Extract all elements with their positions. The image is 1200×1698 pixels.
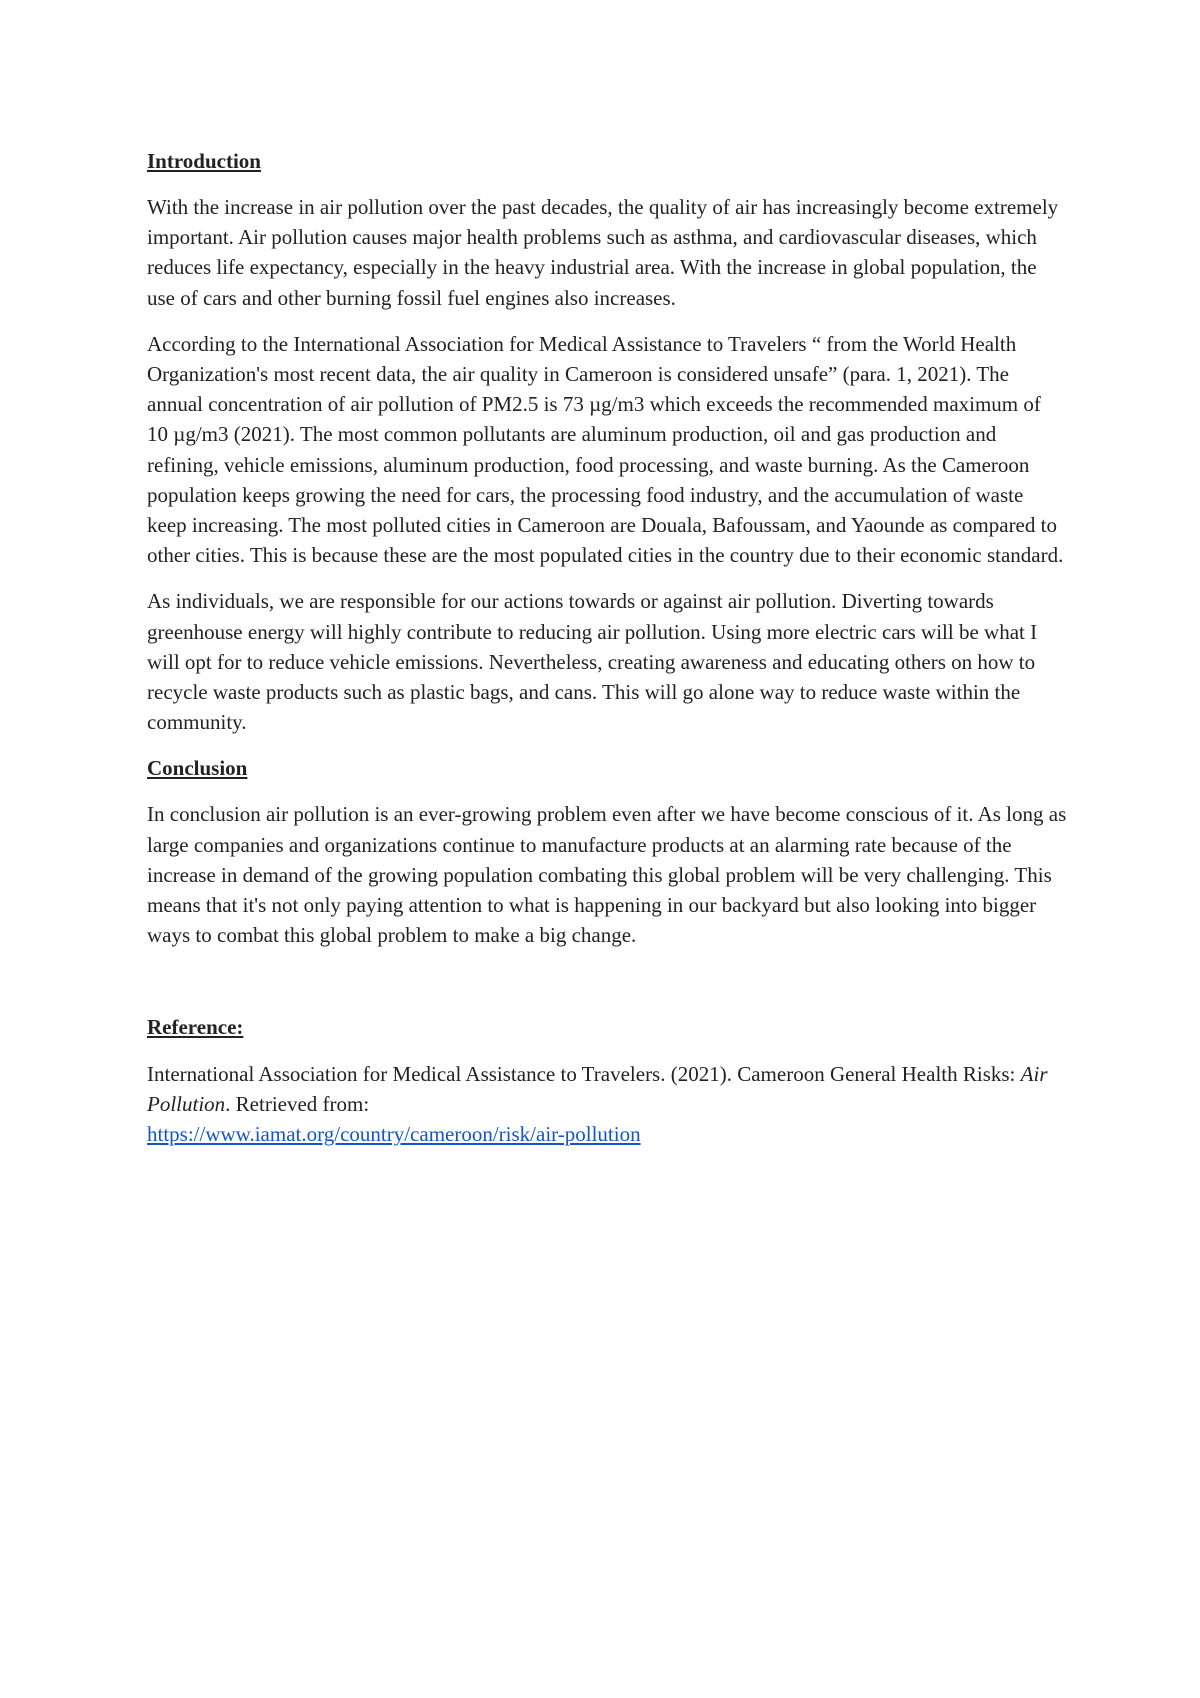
section-spacer bbox=[147, 966, 1067, 1012]
reference-heading: Reference: bbox=[147, 1015, 244, 1040]
conclusion-heading: Conclusion bbox=[147, 756, 248, 781]
conclusion-paragraph: In conclusion air pollution is an ever-growing problem even after we have become conscious of it. As long as large companies and organizations continue to manufacture products at an alarming rate because of the increase in demand of the growing population combating this global problem will be very challenging. This means that it's not only paying attention to what is happening in our backyard but also looking into bigger ways to combat this global problem to make a big change. bbox=[147, 802, 1067, 948]
reference-citation-suffix: . Retrieved from: bbox=[225, 1091, 370, 1116]
introduction-paragraph-3: As individuals, we are responsible for our actions towards or against air pollution. Diverting towards greenhouse energy will highly contribute to reducing air pollution. Using more electric cars will be what I will opt for to reduce vehicle emissions. Nevertheless, creating awareness and educating others on how to recycle waste products such as plastic bags, and cans. This will go alone way to reduce waste within the community. bbox=[147, 589, 1038, 735]
reference-citation-title: Air Pollution bbox=[147, 1061, 1048, 1116]
document-body bbox=[147, 146, 1067, 1149]
reference-citation-prefix: International Association for Medical Assistance to Travelers. (2021). Cameroon General Health Risks: bbox=[147, 1061, 1021, 1086]
introduction-paragraph-1: With the increase in air pollution over the past decades, the quality of air has increasingly become extremely important. Air pollution causes major health problems such as asthma, and cardiovascular diseases, which reduces life expectancy, especially in the heavy industrial area. With the increase in global population, the use of cars and other burning fossil fuel engines also increases. bbox=[147, 195, 1059, 310]
introduction-heading: Introduction bbox=[147, 149, 261, 173]
introduction-paragraph-2: According to the International Association for Medical Assistance to Travelers “ from the World Health Organization's most recent data, the air quality in Cameroon is considered unsafe” (para. 1, 2021). The annual concentration of air pollution of PM2.5 is 73 µg/m3 which exceeds the recommended maximum of 10 µg/m3 (2021). The most common pollutants are aluminum production, oil and gas production and refining, vehicle emissions, aluminum production, food processing, and waste burning. As the Cameroon population keeps growing the need for cars, the processing food industry, and the accumulation of waste keep increasing. The most polluted cities in Cameroon are Douala, Bafoussam, and Yaounde as compared to other cities. This is because these are the most populated cities in the country due to their economic standard. bbox=[147, 331, 1064, 568]
reference-citation bbox=[147, 1059, 1067, 1150]
reference-link[interactable]: https://www.iamat.org/country/cameroon/risk/air-pollution bbox=[147, 1122, 641, 1147]
